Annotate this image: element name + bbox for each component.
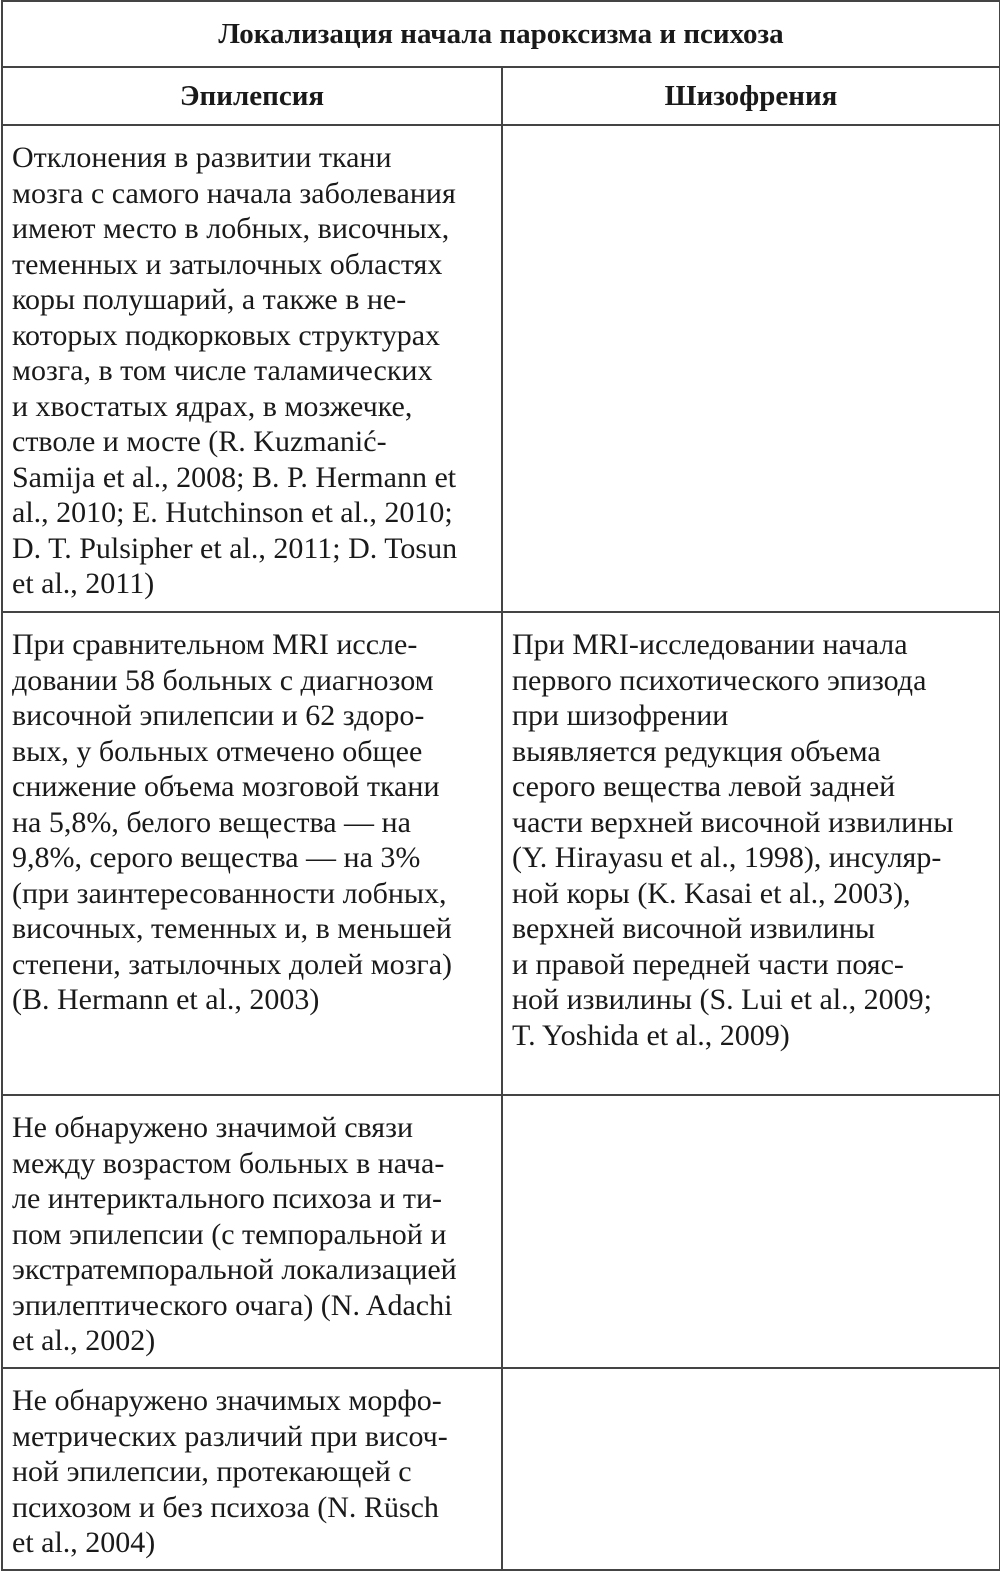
text-line: психозом и без психоза (N. Rüsch: [12, 1490, 439, 1524]
table-title-row: [2, 1, 1000, 67]
text-line: на 5,8%, белого вещества — на: [12, 805, 411, 839]
comparison-table: [1, 0, 1000, 1571]
schizophrenia-cell-empty: [502, 1095, 1000, 1368]
schizophrenia-cell-empty: [502, 1368, 1000, 1570]
text-line: et al., 2004): [12, 1526, 156, 1559]
text-line: ной извилины (S. Lui et al., 2009;: [512, 983, 932, 1016]
table-row: [2, 1095, 1000, 1368]
text-line: снижение объема мозговой ткани: [12, 770, 440, 803]
text-line: первого психотического эпизода: [512, 663, 927, 697]
text-line: между возрастом больных в нача-: [12, 1146, 445, 1180]
table-title: Локализация начала пароксизма и психоза: [2, 1, 1000, 67]
text-line: теменных и затылочных областях: [12, 247, 443, 281]
text-line: При MRI-исследовании начала: [512, 628, 908, 661]
text-line: Не обнаружено значимых морфо-: [12, 1384, 442, 1417]
schizophrenia-cell: [502, 612, 1000, 1095]
text-line: al., 2010; E. Hutchinson et al., 2010;: [12, 496, 453, 529]
text-line: вых, у больных отмечено общее: [12, 734, 423, 768]
text-line: Отклонения в развитии ткани: [12, 141, 392, 174]
text-line: которых подкорковых структурах: [12, 318, 441, 352]
epilepsy-cell: [2, 125, 502, 612]
text-line: экстратемпоральной локализацией: [12, 1253, 457, 1286]
text-line: мозга, в том числе таламических: [12, 354, 433, 387]
text-line: серого вещества левой задней: [512, 770, 896, 803]
text-line: и хвостатых ядрах, в мозжечке,: [12, 389, 413, 423]
text-line: Не обнаружено значимой связи: [12, 1111, 414, 1144]
text-line: При сравнительном MRI иссле-: [12, 628, 418, 661]
text-line: эпилептического очага) (N. Adachi: [12, 1288, 453, 1322]
epilepsy-cell: [2, 612, 502, 1095]
text-line: (Y. Hirayasu et al., 1998), инсуляр-: [512, 841, 942, 874]
text-line: височных, теменных и, в меньшей: [12, 912, 452, 945]
text-line: Samija et al., 2008; B. P. Hermann et: [12, 460, 457, 494]
column-header-schizophrenia: Шизофрения: [502, 67, 1000, 125]
table-row: [2, 612, 1000, 1095]
text-line: et al., 2011): [12, 567, 155, 600]
table-row: [2, 125, 1000, 612]
text-line: части верхней височной извилины: [512, 805, 954, 839]
text-line: мозга с самого начала заболевания: [12, 176, 456, 210]
text-line: (B. Hermann et al., 2003): [12, 983, 320, 1016]
column-header-epilepsy: Эпилепсия: [2, 67, 502, 125]
text-line: ной коры (K. Kasai et al., 2003),: [512, 876, 911, 910]
text-line: стволе и мосте (R. Kuzmanić-: [12, 425, 387, 458]
text-line: и правой передней части пояс-: [512, 947, 904, 981]
epilepsy-cell: [2, 1095, 502, 1368]
text-line: 9,8%, серого вещества — на 3%: [12, 841, 421, 874]
text-line: довании 58 больных с диагнозом: [12, 663, 434, 697]
text-line: коры полушарий, а также в не-: [12, 283, 407, 316]
text-line: выявляется редукция объема: [512, 734, 881, 768]
text-line: D. T. Pulsipher et al., 2011; D. Tosun: [12, 531, 458, 565]
text-line: метрических различий при височ-: [12, 1419, 448, 1453]
text-line: пом эпилепсии (с темпоральной и: [12, 1217, 447, 1251]
text-line: ле интериктального психоза и ти-: [12, 1182, 443, 1215]
table-row: [2, 1368, 1000, 1570]
text-line: ной эпилепсии, протекающей с: [12, 1455, 412, 1488]
text-line: при шизофрении: [512, 699, 729, 732]
text-line: височной эпилепсии и 62 здоро-: [12, 699, 425, 732]
text-line: T. Yoshida et al., 2009): [512, 1018, 790, 1052]
text-line: (при заинтересованности лобных,: [12, 876, 447, 910]
text-line: et al., 2002): [12, 1324, 156, 1357]
text-line: верхней височной извилины: [512, 912, 876, 945]
column-header-row: [2, 67, 1000, 125]
text-line: степени, затылочных долей мозга): [12, 947, 453, 981]
schizophrenia-cell-empty: [502, 125, 1000, 612]
text-line: имеют место в лобных, височных,: [12, 212, 450, 245]
epilepsy-cell: [2, 1368, 502, 1570]
